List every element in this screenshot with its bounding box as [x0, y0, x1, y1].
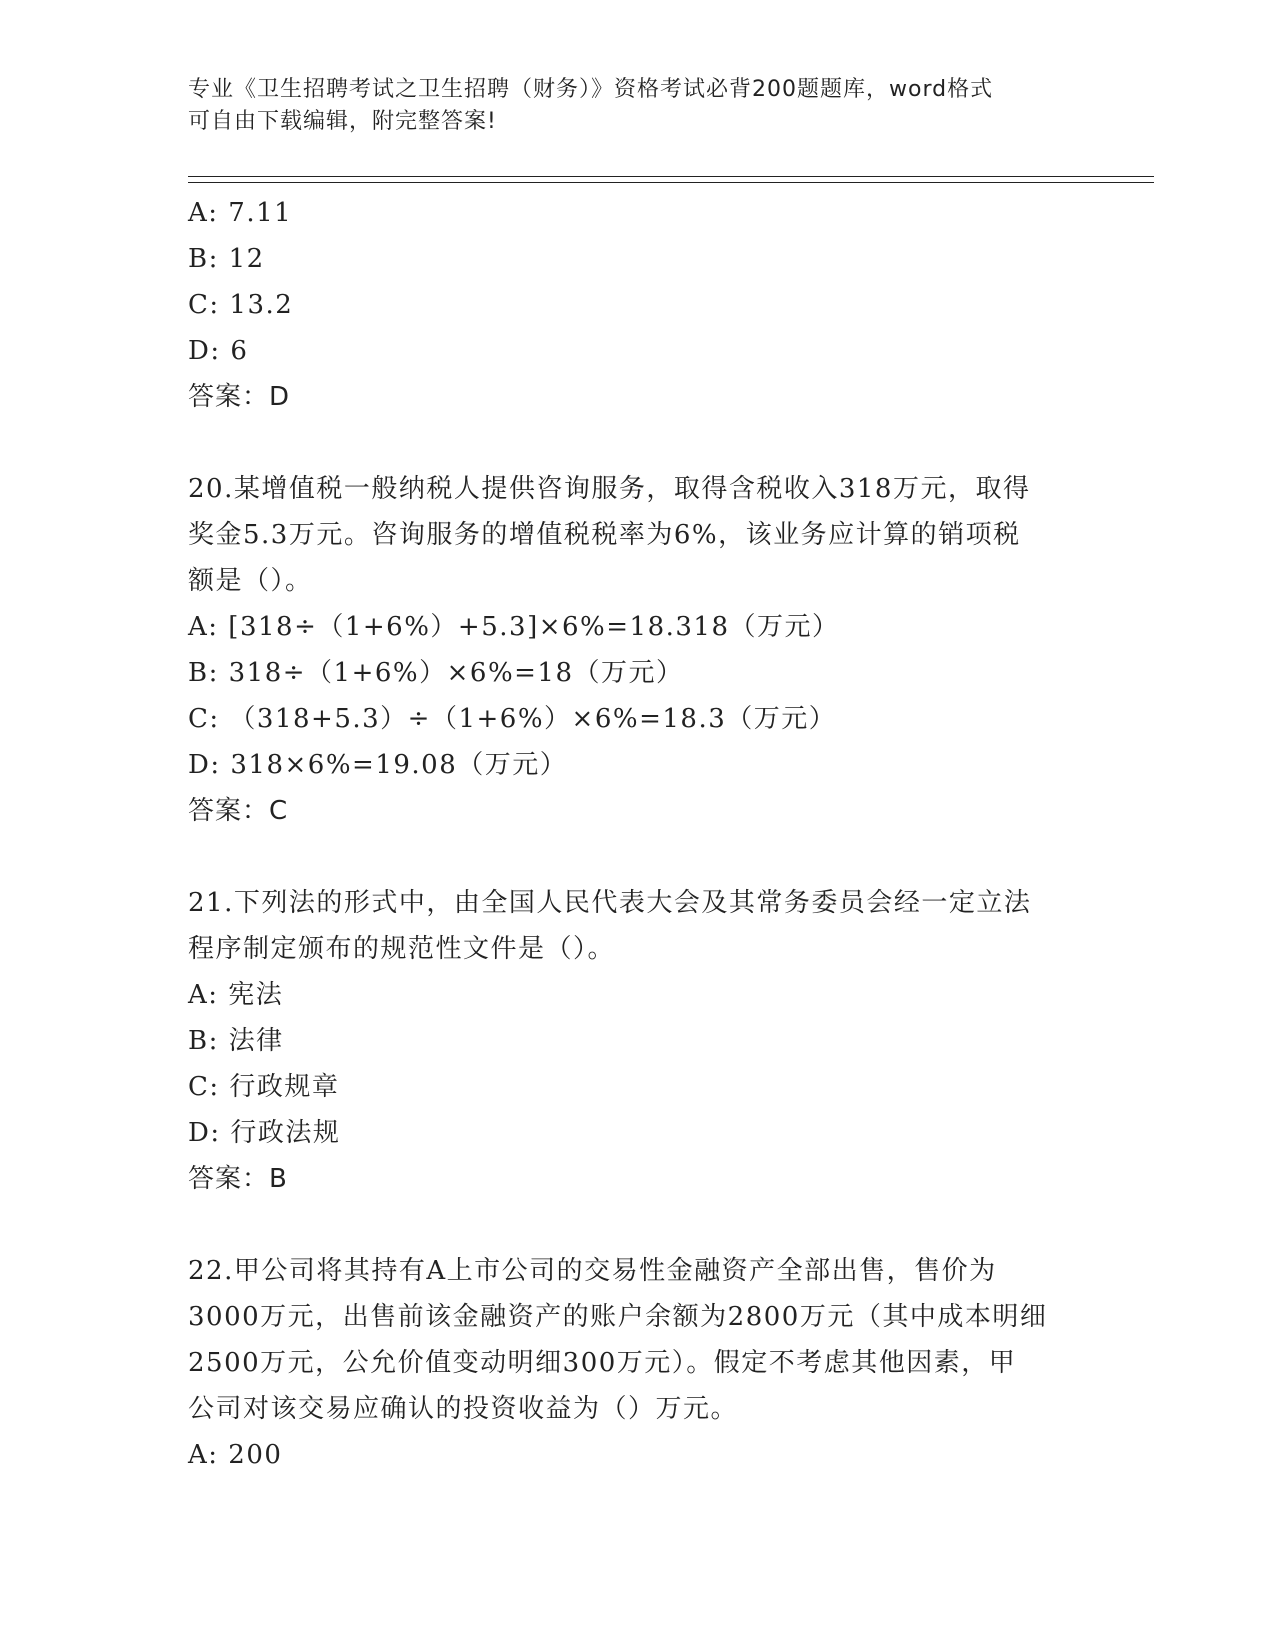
- question-22: [188, 1248, 1088, 1478]
- question-21: [188, 880, 1088, 1202]
- option-d: D: 6: [188, 336, 249, 366]
- question-19: [188, 190, 1088, 420]
- answer: 答案：D: [188, 382, 291, 412]
- question-stem-line: 奖金5.3万元。咨询服务的增值税税率为6%，该业务应计算的销项税: [188, 520, 1021, 550]
- option-c: C: 13.2: [188, 290, 294, 320]
- answer: 答案：C: [188, 796, 289, 826]
- question-stem-line: 额是（）。: [188, 566, 313, 596]
- question-stem-line: 22.甲公司将其持有A上市公司的交易性金融资产全部出售，售价为: [188, 1256, 997, 1286]
- option-a: A: 宪法: [188, 980, 284, 1010]
- answer: 答案：B: [188, 1164, 288, 1194]
- option-d: D: 行政法规: [188, 1118, 341, 1148]
- option-a: A: 200: [188, 1440, 283, 1470]
- question-stem-line: 2500万元，公允价值变动明细300万元）。假定不考虑其他因素，甲: [188, 1348, 1017, 1378]
- question-20: [188, 466, 1088, 834]
- header-title-line-1: 专业《卫生招聘考试之卫生招聘（财务）》资格考试必背200题题库，word格式: [188, 77, 994, 102]
- question-stem-line: 程序制定颁布的规范性文件是（）。: [188, 934, 616, 964]
- spacer: [188, 834, 1088, 880]
- document-header: [188, 74, 1068, 138]
- option-d: D: 318×6%=19.08（万元）: [188, 750, 568, 780]
- question-stem-line: 20.某增值税一般纳税人提供咨询服务，取得含税收入318万元，取得: [188, 474, 1031, 504]
- spacer: [188, 1202, 1088, 1248]
- option-a: A: 7.11: [188, 198, 293, 228]
- header-title-line-2: 可自由下载编辑，附完整答案!: [188, 109, 497, 134]
- header-divider-bottom: [188, 182, 1154, 183]
- question-list: [188, 190, 1088, 1478]
- question-stem-line: 3000万元，出售前该金融资产的账户余额为2800万元（其中成本明细: [188, 1302, 1048, 1332]
- option-c: C: 行政规章: [188, 1072, 340, 1102]
- question-stem-line: 公司对该交易应确认的投资收益为（）万元。: [188, 1394, 739, 1424]
- header-divider-top: [188, 176, 1154, 177]
- question-stem-line: 21.下列法的形式中，由全国人民代表大会及其常务委员会经一定立法: [188, 888, 1032, 918]
- spacer: [188, 420, 1088, 466]
- option-b: B: 法律: [188, 1026, 284, 1056]
- option-a: A: [318÷（1+6%）+5.3]×6%=18.318（万元）: [188, 612, 840, 642]
- option-b: B: 12: [188, 244, 265, 274]
- option-b: B: 318÷（1+6%）×6%=18（万元）: [188, 658, 684, 688]
- option-c: C: （318+5.3）÷（1+6%）×6%=18.3（万元）: [188, 704, 837, 734]
